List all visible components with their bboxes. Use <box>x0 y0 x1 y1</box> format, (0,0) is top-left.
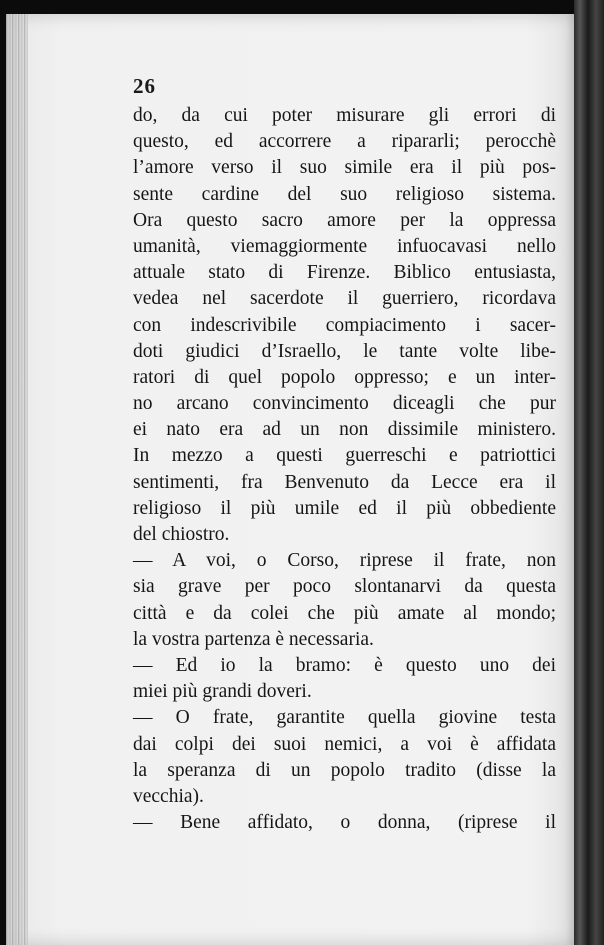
text-line: vecchia). <box>133 785 204 807</box>
text-line: miei più grandi doveri. <box>133 681 312 703</box>
text-line: l’amore verso il suo simile era il più pos- <box>133 157 556 179</box>
text-line: con indescrivibile compiacimento i sacer- <box>133 314 556 336</box>
text-line: umanità, viemaggiormente infuocavasi nello <box>133 235 556 257</box>
page-number: 26 <box>133 74 156 98</box>
text-line: do, da cui poter misurare gli errori di <box>133 105 556 126</box>
dialogue-line: — A voi, o Corso, riprese il frate, non <box>133 550 556 572</box>
page-gutter <box>6 14 28 945</box>
text-line: Ora questo sacro amore per la oppressa <box>133 209 556 231</box>
text-line: doti giudici d’Israello, le tante volte libe- <box>133 340 556 362</box>
text-line: dai colpi dei suoi nemici, a voi è affidata <box>133 733 556 755</box>
text-line: In mezzo a questi guerreschi e patriottici <box>133 445 556 467</box>
text-line: sentimenti, fra Benvenuto da Lecce era il <box>133 471 556 493</box>
text-line: ratori di quel popolo oppresso; e un inter- <box>133 366 556 388</box>
text-line: la speranza di un popolo tradito (disse la <box>133 759 556 781</box>
text-line: città e da colei che più amate al mondo; <box>133 602 556 624</box>
dialogue-line: — Ed io la bramo: è questo uno dei <box>133 654 556 676</box>
dialogue-line: — Bene affidato, o donna, (riprese il <box>133 812 556 834</box>
text-line: attuale stato di Firenze. Biblico entusiasta, <box>133 262 556 284</box>
dialogue-line: — O frate, garantite quella giovine testa <box>133 707 556 729</box>
text-line: sia grave per poco slontanarvi da questa <box>133 576 556 598</box>
text-line: religioso il più umile ed il più obbediente <box>133 497 556 519</box>
body-text <box>133 103 556 836</box>
text-line: del chiostro. <box>133 524 230 545</box>
text-line: vedea nel sacerdote il guerriero, ricordava <box>133 288 556 310</box>
book-edge <box>574 0 604 945</box>
text-line: ei nato era ad un non dissimile ministero. <box>133 419 556 441</box>
text-line: sente cardine del suo religioso sistema. <box>133 183 556 205</box>
text-line: la vostra partenza è necessaria. <box>133 628 374 650</box>
text-line: no arcano convincimento diceagli che pur <box>133 393 556 415</box>
text-line: questo, ed accorrere a ripararli; perocchè <box>133 131 556 153</box>
